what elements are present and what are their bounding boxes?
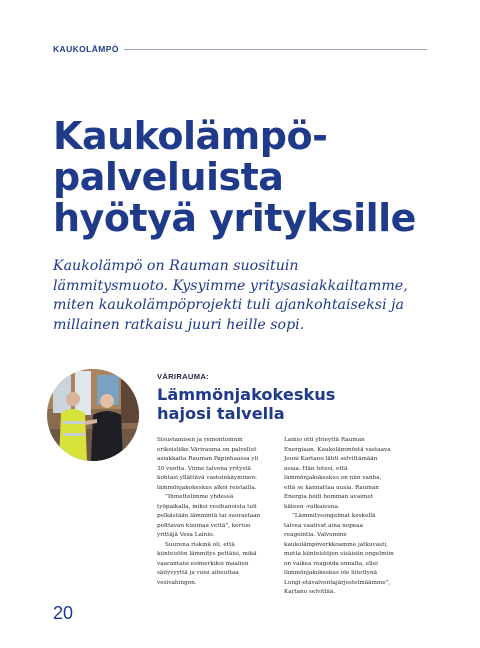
headline [53,116,433,239]
section-label: KAUKOLÄMPÖ [53,44,119,54]
body-paragraph: Lainio otti yhteyttä Rauman Energiaan. Kaukolämmöstä vastaava Jouni Kartano lähti selvittämään asiaa. Hän totesi, että lämmönjakokeskus on niin vanha, että se kannattaa uusia. Rauman Energia hoiti homman avaimet käteen -ratkaisuna. [284,437,391,510]
story-photo [47,369,139,461]
story-title-line: hajosi talvella [157,404,285,423]
photo-illustration [47,369,139,461]
body-column-left [157,436,267,588]
lead-line: lämmitysmuoto. Kysyimme yritysasiakkailtamme, [53,277,408,294]
body-paragraph: ”Lämmitysongelmat keskellä talvea vaativat aina nopeaa reagointia. Valvomme kaukolämpöverkkoamme jatkuvasti, mutta kiinteistöjen sisäisiin ongelmiin on vaikea reagoida ennalta, ellei lämmönjakokeskus ole liitettynä Lungi-etävalvontajärjestelmäämme”, Kartano selvittää. [284,513,394,595]
body-paragraph: Sisustamisen ja remontoinnin erikoisliike Värirauma on palvellut asiakkaita Rauman Papinhaassa yli 30 vuotta. Viime talvena yritystä kohtasi yllättävä vastoinkäyminen: lämmönjakokeskus alkoi reistailla. [157,437,259,491]
body-column-right [284,436,394,598]
body-paragraph: Suurena riskinä oli, että kiinteistön lämmitys pettäisi, mikä vaarantaisi esimerkiksi maalien säilyvyyttä ja voisi aiheuttaa vesivahingon. [157,541,257,586]
headline-line: palveluista [53,155,284,199]
lead-line: Kaukolämpö on Rauman suosituin [53,258,299,274]
lead-line: millainen ratkaisu juuri heille sopi. [53,316,305,333]
headline-line: Kaukolämpö- [53,114,328,158]
lead-paragraph [53,257,408,335]
headline-line: hyötyä yrityksille [53,196,416,240]
body-paragraph: ”Ihmettelimme yhdessä työpaikalla, miksi vesihanoista tuli pelkästään lämmintä tai suorastaan polttavan kuumaa vettä”, kertoo yrittäjä Vesa Lainio. [157,494,261,538]
story-title [157,385,407,423]
page-number: 20 [53,603,74,623]
story-title-line: Lämmönjakokeskus [157,385,336,404]
story-kicker: VÄRIRAUMA: [157,372,209,381]
lead-line: miten kaukolämpöprojekti tuli ajankohtaiseksi ja [53,297,404,314]
section-divider [124,49,427,50]
